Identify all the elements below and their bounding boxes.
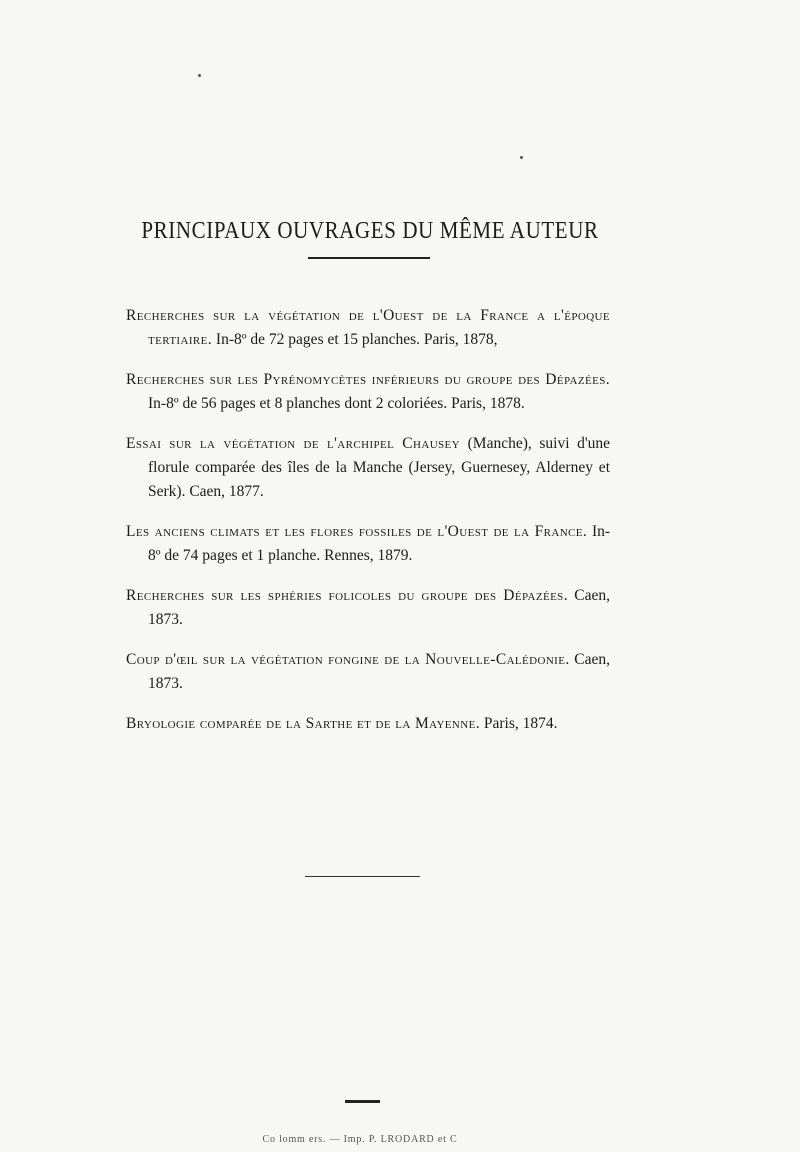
work-title: Recherches sur les Pyrénomycètes inférieurs du groupe des Dépazées. <box>126 371 610 388</box>
list-item <box>126 712 610 736</box>
work-title: Recherches sur la végétation de l'Ouest de la France a l'époque tertiaire. <box>126 307 610 348</box>
work-details: In-8º de 74 pages et 1 planche. Rennes, 1879. <box>148 523 611 564</box>
work-details: Caen, 1873. <box>148 651 611 692</box>
printer-imprint: Co lomm ers. — Imp. P. LRODARD et C <box>262 1134 458 1145</box>
work-details: In-8º de 72 pages et 15 planches. Paris, 1878, <box>215 331 498 348</box>
closing-divider <box>305 876 420 877</box>
speck-mark <box>520 156 523 159</box>
work-title: Essai sur la végétation de l'archipel Chausey <box>126 435 461 452</box>
list-item <box>126 432 610 504</box>
list-item <box>126 304 610 352</box>
work-details: Caen, 1873. <box>148 587 611 628</box>
works-list <box>126 304 610 752</box>
speck-mark <box>198 74 201 77</box>
page-title: PRINCIPAUX OUVRAGES DU MÊME AUTEUR <box>141 216 599 244</box>
work-details: (Manche), suivi d'une florule comparée des îles de la Manche (Jersey, Guernesey, Alderney et Serk). Caen, 1877. <box>148 435 611 500</box>
list-item <box>126 584 610 632</box>
work-title: Les anciens climats et les flores fossiles de l'Ouest de la France. <box>126 523 588 540</box>
title-divider <box>308 257 430 259</box>
work-title: Recherches sur les sphéries folicoles du groupe des Dépazées. <box>126 587 568 604</box>
list-item <box>126 368 610 416</box>
list-item <box>126 648 610 696</box>
list-item <box>126 520 610 568</box>
imprint-bar <box>345 1100 380 1103</box>
work-details: In-8º de 56 pages et 8 planches dont 2 coloriées. Paris, 1878. <box>148 395 525 412</box>
work-details: Paris, 1874. <box>483 715 558 732</box>
work-title: Bryologie comparée de la Sarthe et de la Mayenne. <box>126 715 481 732</box>
work-title: Coup d'œil sur la végétation fongine de la Nouvelle-Calédonie. <box>126 651 570 668</box>
